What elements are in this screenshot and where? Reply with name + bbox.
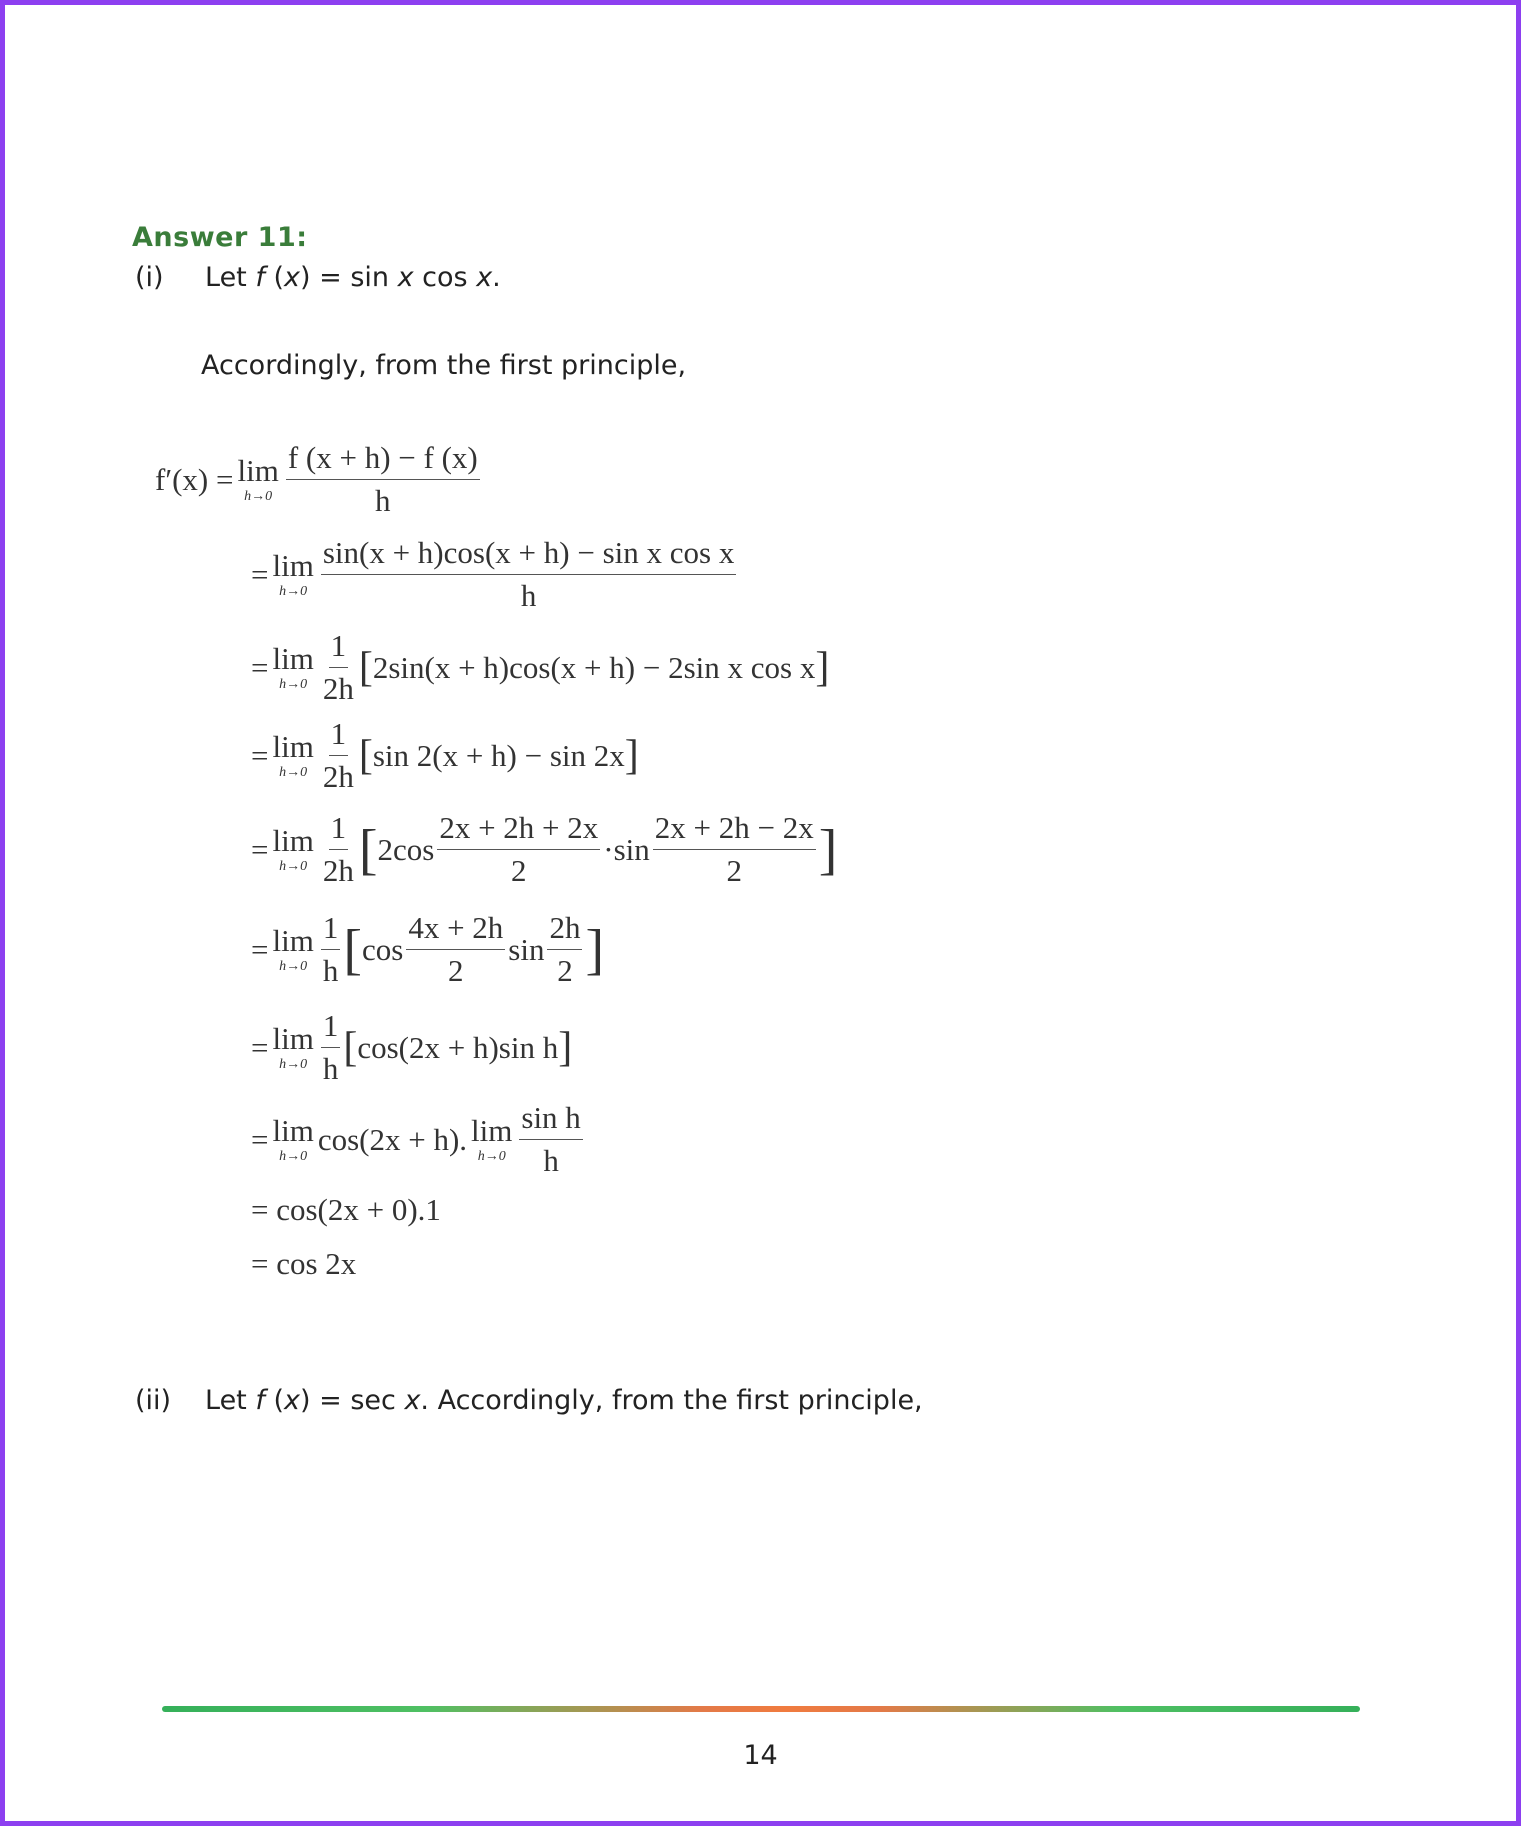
denominator: h xyxy=(543,1143,559,1178)
fraction xyxy=(321,716,356,795)
numerator: 1 xyxy=(329,810,349,850)
derivation-row-3: = lim h→0 $\frac{1}{2h}$ [ 2sin(x + h)cos(x + h) − 2sin x cos x ] xyxy=(251,628,830,706)
var-x: x xyxy=(476,262,493,293)
text-period: . xyxy=(492,262,501,293)
part-ii-statement: (ii) Let f (x) = sec x. Accordingly, from the first principle, xyxy=(135,1385,923,1416)
lim-text: lim xyxy=(272,641,314,677)
limit xyxy=(272,824,313,874)
lim-text: lim xyxy=(272,729,314,765)
var-f: f xyxy=(255,1385,265,1416)
denominator: 2 xyxy=(511,853,527,888)
derivation-row-10: = cos 2x xyxy=(251,1246,357,1281)
denominator: h xyxy=(322,953,339,988)
text-let: Let xyxy=(205,1385,256,1416)
sin-term: ·sin xyxy=(603,831,650,867)
bracket-body: cos(2x + h)sin h xyxy=(357,1029,559,1065)
limit xyxy=(272,1114,313,1164)
derivation-row-4: = lim h→0 $\frac{1}{2h}$ [ sin 2(x + h) − sin 2x ] xyxy=(251,716,639,794)
limit xyxy=(272,1022,313,1072)
equals: = xyxy=(251,649,269,685)
derivation-row-7: = lim h→0 $\frac{1}{h}$ [ cos(2x + h)sin h ] xyxy=(251,1008,573,1086)
cos-term: 2cos xyxy=(377,831,435,867)
lim-sub: h→0 xyxy=(279,1149,308,1165)
cos-limit-term: cos(2x + h). xyxy=(317,1121,468,1157)
lim-sub: h→0 xyxy=(279,584,308,600)
numerator: 4x + 2h xyxy=(406,910,505,950)
derivation-row-2 xyxy=(251,535,739,614)
limit xyxy=(272,549,313,599)
text-eq-sin: = sin xyxy=(310,262,398,293)
numerator: 1 xyxy=(329,628,349,668)
lim-text: lim xyxy=(272,548,314,584)
denominator: 2h xyxy=(322,759,354,794)
lim-text: lim xyxy=(272,923,314,959)
lhs: f′(x) = xyxy=(155,461,234,497)
denominator: 2h xyxy=(322,671,354,706)
derivation-row-8 xyxy=(251,1100,586,1179)
derivation-row-6: = lim h→0 $\frac{1}{h}$ [ cos $\frac{4x + 2h}{2}$ sin $\frac{2h}{2}$ ] xyxy=(251,910,605,988)
derivation-row-1 xyxy=(155,440,483,519)
footer-divider xyxy=(162,1706,1360,1712)
fraction xyxy=(519,1100,582,1179)
page-number: 14 xyxy=(743,1740,778,1771)
lim-sub: h→0 xyxy=(279,765,308,781)
fraction xyxy=(321,810,356,889)
equals: = xyxy=(251,931,269,967)
sin-term: sin xyxy=(508,931,545,967)
cos-term: cos xyxy=(361,931,404,967)
part-i-label: (i) xyxy=(135,262,164,293)
fraction xyxy=(286,440,480,519)
denominator: 2 xyxy=(726,853,743,888)
lim-text: lim xyxy=(272,823,314,859)
lim-sub: h→0 xyxy=(279,859,308,875)
numerator: sin h xyxy=(519,1100,582,1140)
numerator: sin(x + h)cos(x + h) − sin x cos x xyxy=(321,535,737,575)
fraction xyxy=(653,810,816,889)
denominator: 2h xyxy=(322,853,354,888)
derivation-row-9: = cos(2x + 0).1 xyxy=(251,1192,441,1227)
var-f: f xyxy=(255,262,265,293)
equals: = xyxy=(251,737,269,773)
lim-sub: h→0 xyxy=(279,1057,308,1073)
text-accordingly: . Accordingly, from the first principle, xyxy=(420,1385,923,1416)
fraction xyxy=(547,910,582,989)
limit xyxy=(272,642,313,692)
var-x: x xyxy=(397,262,414,293)
fraction xyxy=(406,910,505,989)
denominator: h xyxy=(322,1051,339,1086)
fraction xyxy=(321,535,737,614)
numerator: 1 xyxy=(329,716,349,756)
text-let: Let xyxy=(205,262,256,293)
answer-heading: Answer 11: xyxy=(132,222,308,253)
var-x: x xyxy=(284,262,300,293)
lim-text: lim xyxy=(272,1021,314,1057)
var-x: x xyxy=(404,1385,421,1416)
denominator: 2 xyxy=(448,953,464,988)
denominator: 2 xyxy=(557,953,573,988)
lim-sub: h→0 xyxy=(477,1149,506,1165)
limit xyxy=(272,730,313,780)
limit xyxy=(237,454,278,504)
numerator: 2x + 2h − 2x xyxy=(653,810,816,850)
fraction xyxy=(321,628,356,707)
numerator: 2h xyxy=(547,910,582,950)
lim-sub: h→0 xyxy=(279,677,308,693)
var-x: x xyxy=(284,1385,300,1416)
fraction xyxy=(321,1008,341,1087)
equals: = xyxy=(251,831,269,867)
lim-sub: h→0 xyxy=(279,959,308,975)
equals: = xyxy=(251,1121,269,1157)
lim-text: lim xyxy=(272,1113,314,1149)
limit xyxy=(272,924,313,974)
denominator: h xyxy=(375,483,391,518)
limit xyxy=(471,1114,512,1164)
numerator: 1 xyxy=(321,1008,341,1048)
text-cos: cos xyxy=(413,262,477,293)
accordingly-text: Accordingly, from the first principle, xyxy=(201,350,687,381)
lim-sub: h→0 xyxy=(244,489,273,505)
fraction xyxy=(321,910,341,989)
part-i-statement: (i) Let f (x) = sin x cos x. xyxy=(135,262,501,293)
numerator: 1 xyxy=(321,910,341,950)
part-ii-label: (ii) xyxy=(135,1385,172,1416)
numerator: 2x + 2h + 2x xyxy=(437,810,600,850)
numerator: f (x + h) − f (x) xyxy=(286,440,480,480)
equals: = xyxy=(251,556,269,592)
bracket-body: sin 2(x + h) − sin 2x xyxy=(372,737,625,773)
lim-text: lim xyxy=(471,1113,513,1149)
bracket-body: 2sin(x + h)cos(x + h) − 2sin x cos x xyxy=(372,649,816,685)
denominator: h xyxy=(520,578,537,613)
derivation-row-5: = lim h→0 $\frac{1}{2h}$ [ 2cos $\frac{2x + 2h + 2x}{2}$ ·sin $\frac{2x + 2h - 2x}{2}$ ] xyxy=(251,810,838,888)
lim-text: lim xyxy=(237,453,279,489)
text-eq-sec: = sec xyxy=(310,1385,405,1416)
equals: = xyxy=(251,1029,269,1065)
fraction xyxy=(437,810,600,889)
